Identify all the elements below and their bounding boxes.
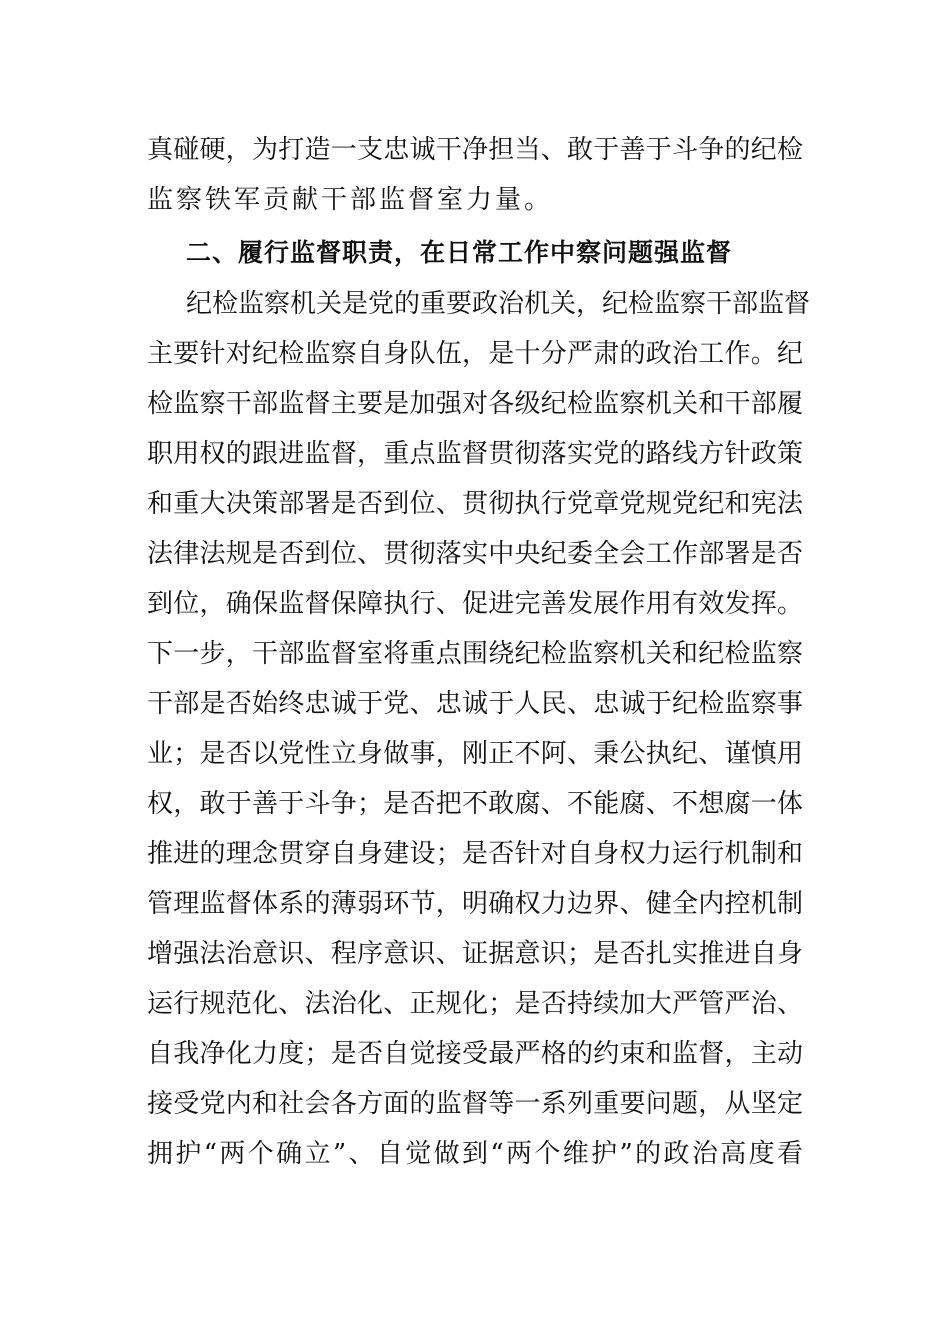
paragraph-line: 主要针对纪检监察自身队伍，是十分严肃的政治工作。纪 <box>147 339 803 369</box>
paragraph-line: 业；是否以党性立身做事，刚正不阿、秉公执纪、谨慎用 <box>147 739 803 769</box>
paragraph-line: 推进的理念贯穿自身建设；是否针对自身权力运行机制和 <box>147 839 803 869</box>
paragraph-line: 真碰硬，为打造一支忠诚干净担当、敢于善于斗争的纪检 <box>147 135 803 165</box>
paragraph-line: 接受党内和社会各方面的监督等一系列重要问题，从坚定 <box>147 1089 803 1119</box>
paragraph-line: 到位，确保监督保障执行、促进完善发展作用有效发挥。 <box>147 589 803 619</box>
paragraph-line: 下一步，干部监督室将重点围绕纪检监察机关和纪检监察 <box>147 639 803 669</box>
paragraph-line: 职用权的跟进监督，重点监督贯彻落实党的路线方针政策 <box>147 439 803 469</box>
paragraph-line: 管理监督体系的薄弱环节，明确权力边界、健全内控机制 <box>147 889 803 919</box>
paragraph-line: 自我净化力度；是否自觉接受最严格的约束和监督，主动 <box>147 1039 803 1069</box>
paragraph-line: 拥护“两个确立”、自觉做到“两个维护”的政治高度看 <box>147 1139 803 1169</box>
paragraph-line: 运行规范化、法治化、正规化；是否持续加大严管严治、 <box>147 989 803 1019</box>
paragraph-line: 增强法治意识、程序意识、证据意识；是否扎实推进自身 <box>147 939 803 969</box>
paragraph-line: 和重大决策部署是否到位、贯彻执行党章党规党纪和宪法 <box>147 489 803 519</box>
section-heading: 二、履行监督职责，在日常工作中察问题强监督 <box>186 238 733 267</box>
paragraph-line: 检监察干部监督主要是加强对各级纪检监察机关和干部履 <box>147 389 803 419</box>
paragraph-line: 法律法规是否到位、贯彻落实中央纪委全会工作部署是否 <box>147 539 803 569</box>
paragraph-line: 权，敢于善于斗争；是否把不敢腐、不能腐、不想腐一体 <box>147 789 803 819</box>
paragraph-line: 干部是否始终忠诚于党、忠诚于人民、忠诚于纪检监察事 <box>147 689 803 719</box>
paragraph-line: 监察铁军贡献干部监督室力量。 <box>147 185 554 215</box>
paragraph-line: 纪检监察机关是党的重要政治机关，纪检监察干部监督 <box>186 289 811 319</box>
